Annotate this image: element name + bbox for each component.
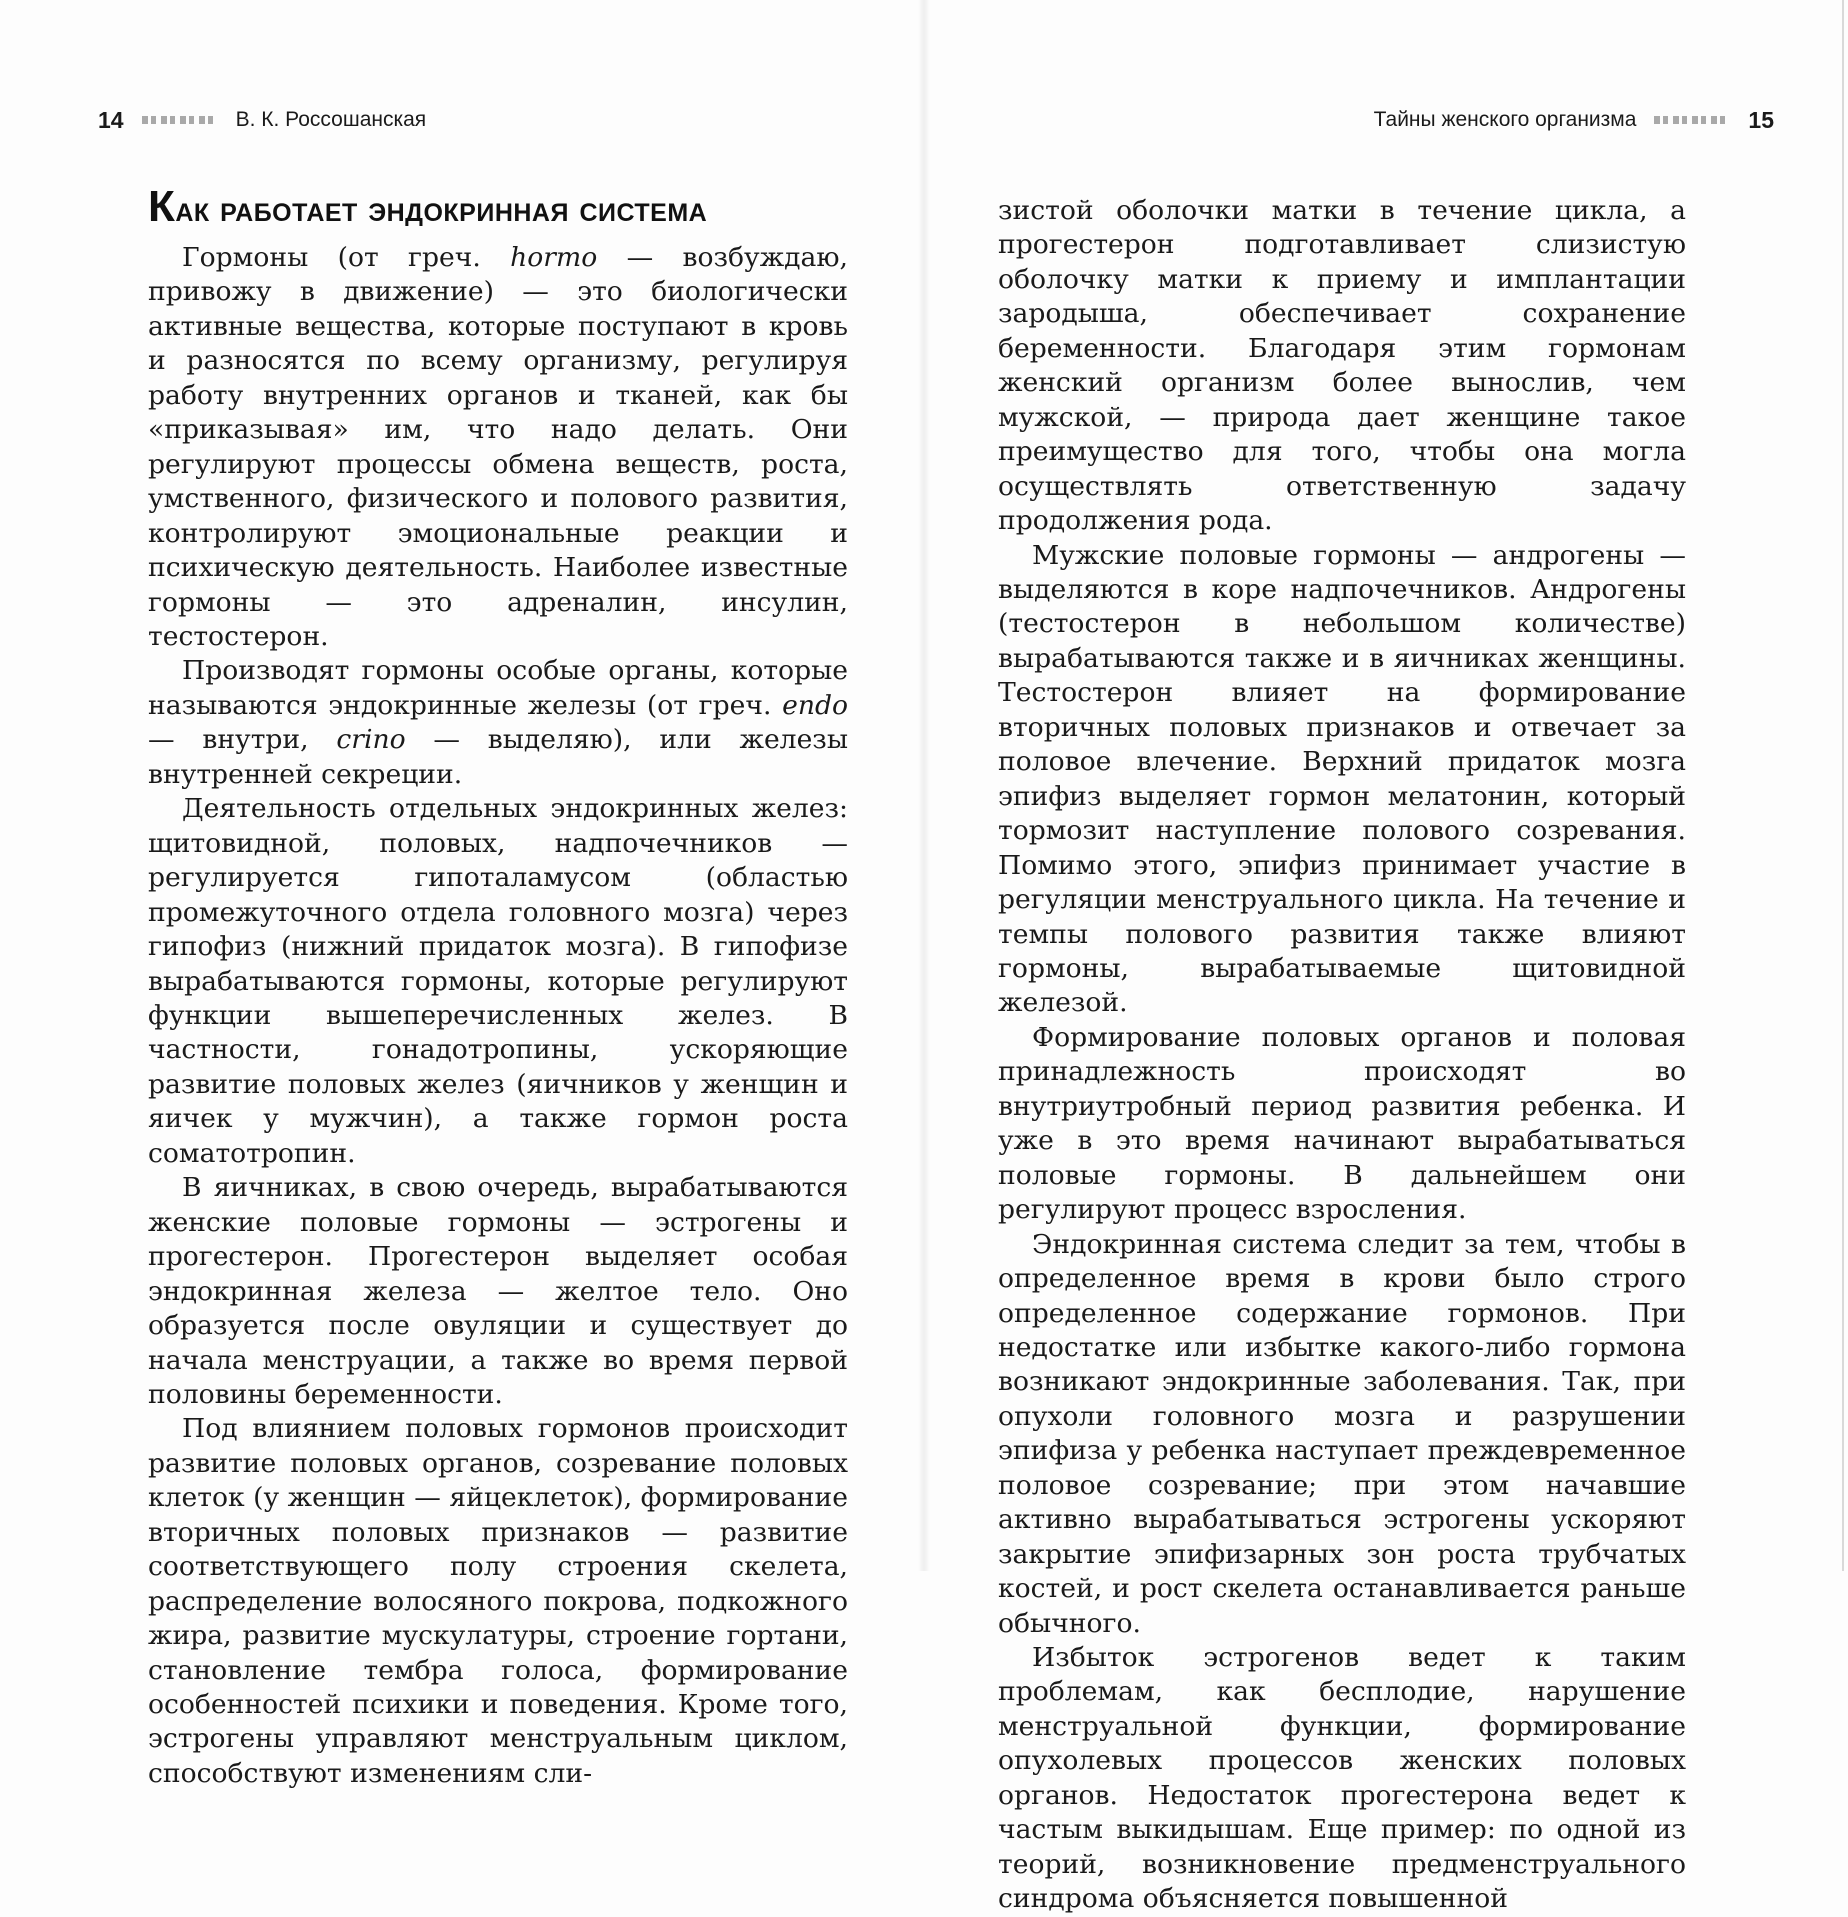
paragraph: Под влиянием половых гормонов происходит развитие половых органов, созревание половых клеток (у женщин — яйцеклеток), формирование вторичных половых признаков — развитие соответствующего полу строения скелета, распределение волосяного покрова, подкожного жира, развитие мускулатуры, строение гортани, становление тембра голоса, формирование особенностей психики и поведения. Кроме того, эстрогены управляют менструальным циклом, способствуют изменениям сли-: [148, 1413, 848, 1789]
text-run: Производят гормоны особые органы, которые называются эндокринные железы (от греч.: [148, 655, 848, 721]
paragraph: Деятельность отдельных эндокринных желез: щитовидной, половых, надпочечников — регулируется гипоталамусом (областью промежуточного отдела головного мозга) через гипофиз (нижний придаток мозга). В гипофизе вырабатываются гормоны, которые регулируют функции вышеперечисленных желез. В частности, гонадотропины, ускоряющие развитие половых желез (яичников у женщин и яичек у мужчин), а также гормон роста соматотропин.: [148, 793, 848, 1169]
left-text-column: [148, 241, 848, 1791]
left-page-number: 14: [98, 106, 124, 133]
ornament-icon: [142, 116, 218, 124]
left-running-head: [98, 104, 426, 136]
paragraph: Мужские половые гормоны — андрогены — выделяются в коре надпочечников. Андрогены (тестостерон в небольшом количестве) вырабатываются также и в яичниках женщины. Тестостерон влияет на формирование вторичных половых признаков и отвечает за половое влечение. Верхний придаток мозга эпифиз выделяет гормон мелатонин, который тормозит наступление полового созревания. Помимо этого, эпифиз принимает участие в регуляции менструального цикла. На течение и темпы полового развития также влияют гормоны, вырабатываемые щитовидной железой.: [998, 539, 1686, 1019]
text-run: — внутри,: [148, 724, 337, 756]
chapter-title: [148, 182, 707, 232]
page-edge: [1842, 0, 1844, 1571]
text-run: — возбуждаю, привожу в движение) — это биологически активные вещества, которые поступают в кровь и разносятся по всему организму, регулируя работу внутренних органов и тканей, как бы «приказывая» им, что надо делать. Они регулируют процессы обмена веществ, роста, умственного, физического и полового развития, контролируют эмоциональные реакции и психическую деятельность. Наиболее известные гормоны — это адреналин, инсулин, тестостерон.: [148, 242, 848, 652]
paragraph: Формирование половых органов и половая принадлежность происходят во внутриутробный период развития ребенка. И уже в это время начинают вырабатываться половые гормоны. В дальнейшем они регулируют процесс взросления.: [998, 1021, 1686, 1226]
text-run: Гормоны (от греч.: [182, 242, 511, 273]
paragraph-continuation: зистой оболочки матки в течение цикла, а прогестерон подготавливает слизистую оболочку матки к приему и имплантации зародыша, обеспечивает сохранение беременности. Благодаря этим гормонам женский организм более вынослив, чем мужской, — природа дает женщине такое преимущество для того, чтобы она могла осуществлять ответственную задачу продолжения рода.: [998, 195, 1686, 537]
right-running-head: [1374, 104, 1774, 136]
italic-term: crino: [336, 724, 406, 756]
right-page-number: 15: [1748, 106, 1774, 133]
right-text-column: [998, 194, 1686, 1917]
left-running-head-author: В. К. Россошанская: [235, 108, 427, 131]
ornament-icon: [1654, 116, 1730, 124]
text-run: — выделяю), или железы внутренней секреции.: [148, 724, 848, 790]
left-page: [0, 0, 924, 1789]
italic-term: hormo: [510, 242, 598, 273]
italic-term: endo: [782, 689, 848, 721]
chapter-title-cap: К: [148, 182, 176, 231]
right-page: [924, 0, 1848, 1915]
paragraph: Избыток эстрогенов ведет к таким проблемам, как бесплодие, нарушение менструальной функции, формирование опухолевых процессов женских половых органов. Недостаток прогестерона ведет к частым выкидышам. Еще пример: по одной из теорий, возникновение предменструального синдрома объясняется повышенной: [998, 1642, 1686, 1915]
chapter-title-rest: ак работает эндокринная система: [175, 188, 708, 229]
paragraph: [148, 654, 848, 792]
paragraph: В яичниках, в свою очередь, вырабатываются женские половые гормоны — эстрогены и прогестерон. Прогестерон выделяет особая эндокринная железа — желтое тело. Оно образуется после овуляции и существует до начала менструации, а также во время первой половины беременности.: [148, 1172, 848, 1410]
paragraph: [148, 241, 848, 654]
right-running-head-title: Тайны женского организма: [1373, 108, 1637, 131]
paragraph: Эндокринная система следит за тем, чтобы в определенное время в крови было строго определенное содержание гормонов. При недостатке или избытке какого-либо гормона возникают эндокринные заболевания. Так, при опухоли головного мозга и разрушении эпифиза у ребенка наступает преждевременное половое созревание; при этом начавшие активно вырабатываться эстрогены ускоряют закрытие эпифизарных зон роста трубчатых костей, и рост скелета останавливается раньше обычного.: [998, 1228, 1686, 1639]
